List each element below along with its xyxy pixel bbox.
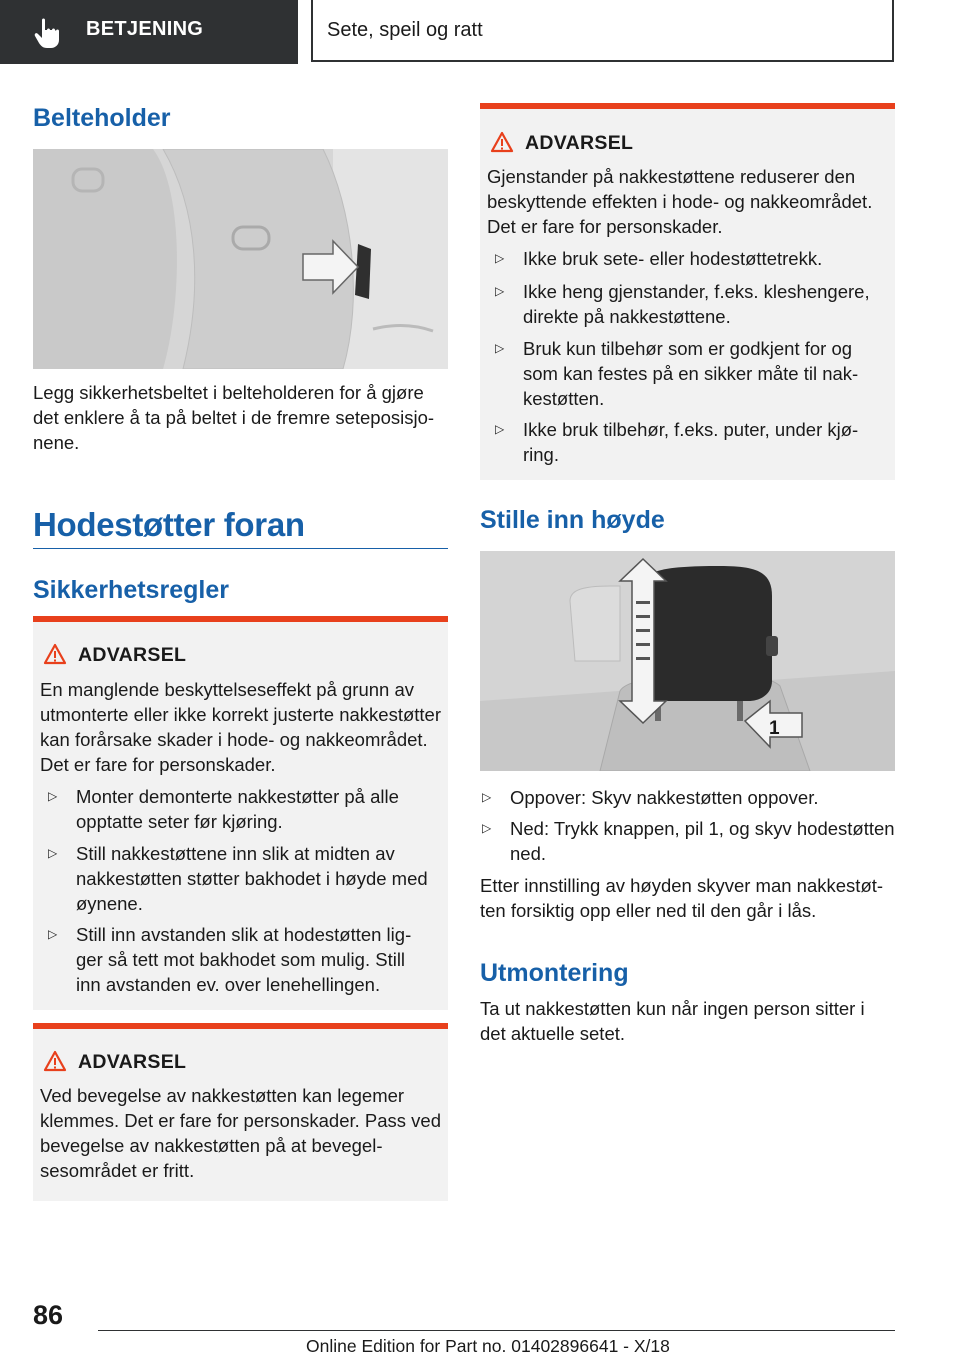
figure-callout: 1 bbox=[769, 718, 780, 739]
footer-edition: Online Edition for Part no. 01402896641 - X/18 bbox=[306, 1336, 670, 1356]
footer-rule bbox=[98, 1330, 895, 1331]
triangle-bullet-icon: ▷ bbox=[495, 284, 505, 298]
warning-bar bbox=[480, 103, 895, 109]
headrest-height-figure bbox=[480, 551, 895, 771]
section-title: BETJENING bbox=[86, 18, 204, 40]
safety-heading: Sikkerhetsregler bbox=[33, 576, 229, 604]
removal-heading: Utmontering bbox=[480, 959, 629, 987]
belt-holder-text: Legg sikkerhetsbeltet i belteholderen for å gjøre det enklere å ta på beltet i de fremre seteposisjonene. bbox=[33, 382, 435, 453]
warning-text: En manglende beskyttelseseffekt på grunn av utmonterte eller ikke korrekt justerte nakkestøtter kan forårsake skader i hode- og nakkeområdet. Det er fare for personskader. bbox=[40, 679, 441, 775]
chapter-title: Sete, speil og ratt bbox=[327, 19, 483, 41]
warning-bar bbox=[33, 1023, 448, 1029]
removal-text: Ta ut nakkestøtten kun når ingen person sitter i det aktuelle setet. bbox=[480, 998, 865, 1044]
triangle-bullet-icon: ▷ bbox=[482, 790, 492, 804]
headrest-adjustment-illustration bbox=[480, 551, 895, 771]
warning-bar bbox=[33, 616, 448, 622]
warning-triangle-icon bbox=[43, 1050, 67, 1072]
triangle-bullet-icon: ▷ bbox=[495, 341, 505, 355]
hand-pointer-icon bbox=[30, 16, 64, 50]
triangle-bullet-icon: ▷ bbox=[48, 927, 58, 941]
triangle-bullet-icon: ▷ bbox=[495, 251, 505, 265]
warning-box-1: ADVARSEL En manglende beskyttelseseffekt på grunn av utmonterte eller ikke korrekt justerte nakkestøtter kan forårsake skader i hode- og nakkeområdet. Det er fare for personskader. ▷ Monter demonterte nakkestøtter på alle opptatte seter før kjøring. ▷ Still nakkestøttene inn slik at midten av nakkestøtten støtter bakhodet i høyde med øynene. ▷ Still inn avstanden slik at hodestøtten ligger så tett mot bakhodet som mulig. Still inn avstanden ev. over lenehellingen. bbox=[33, 616, 448, 1010]
headrests-heading: Hodestøtter foran bbox=[33, 506, 305, 543]
warning-title: ADVARSEL bbox=[525, 132, 634, 154]
page-number: 86 bbox=[33, 1300, 64, 1330]
seat-belt-holder-illustration bbox=[33, 149, 448, 369]
triangle-bullet-icon: ▷ bbox=[495, 422, 505, 436]
warning-triangle-icon bbox=[490, 131, 514, 153]
warning-box-2 bbox=[33, 1023, 448, 1201]
triangle-bullet-icon: ▷ bbox=[48, 846, 58, 860]
warning-text: Gjenstander på nakkestøttene reduserer den beskyttende effekten i hode- og nakkeområdet. Det er fare for personskader. bbox=[487, 166, 873, 237]
height-text: Etter innstilling av høyden skyver man nakkestøtten forsiktig opp eller ned til den går i lås. bbox=[480, 875, 884, 921]
belt-holder-heading: Belteholder bbox=[33, 104, 171, 132]
chapter-tab bbox=[311, 0, 894, 62]
warning-triangle-icon bbox=[43, 643, 67, 665]
triangle-bullet-icon: ▷ bbox=[482, 821, 492, 835]
triangle-bullet-icon: ▷ bbox=[48, 789, 58, 803]
warning-title: ADVARSEL bbox=[78, 644, 187, 666]
warning-title: ADVARSEL bbox=[78, 1051, 187, 1073]
warning-box-3: ADVARSEL Gjenstander på nakkestøttene reduserer den beskyttende effekten i hode- og nakkeområdet. Det er fare for personskader. ▷ Ikke bruk sete- eller hodestøttetrekk. ▷ Ikke heng gjenstander, f.eks. kleshengere, direkte på nakkestøttene. ▷ Bruk kun tilbehør som er godkjent for og som kan festes på en sikker måte til nakkestøtten. ▷ Ikke bruk tilbehør, f.eks. puter, under kjøring. bbox=[480, 103, 895, 480]
height-heading: Stille inn høyde bbox=[480, 506, 665, 534]
heading-rule bbox=[33, 548, 448, 549]
belt-holder-figure bbox=[33, 149, 448, 369]
warning-text: Ved bevegelse av nakkestøtten kan legemer klemmes. Det er fare for personskader. Pass ved bevegelse av nakkestøtten på at bevegelsesområdet er fritt. bbox=[40, 1085, 442, 1181]
section-tab bbox=[0, 0, 298, 64]
